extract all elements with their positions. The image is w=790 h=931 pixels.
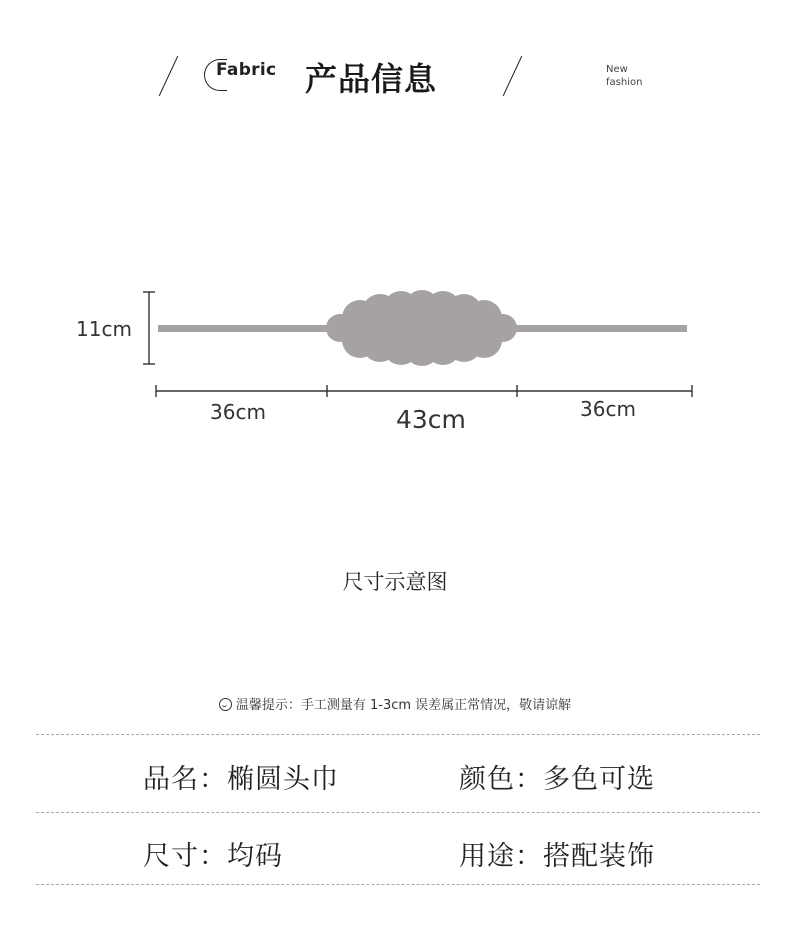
header-slash-right: [503, 56, 523, 96]
header-slash-left: [159, 56, 179, 96]
divider-middle: [36, 812, 760, 813]
diagram-caption: 尺寸示意图: [342, 570, 448, 594]
product-name: 品名：椭圆头巾: [143, 764, 339, 795]
page-title: 产品信息: [305, 60, 438, 98]
smile-icon: [219, 698, 232, 711]
new-fashion-tag: [606, 63, 642, 89]
new-fashion-line2: fashion: [606, 77, 643, 88]
tip-text: 温馨提示：手工测量有 1-3cm 误差属正常情况，敬请谅解: [235, 698, 572, 713]
divider-bottom: [36, 884, 760, 885]
product-color: 颜色：多色可选: [459, 764, 655, 795]
new-fashion-line1: New: [606, 64, 628, 75]
left-length-label: 36cm: [210, 400, 266, 424]
tip-row: [0, 694, 790, 713]
product-size: 尺寸：均码: [143, 841, 283, 872]
width-scale: [156, 385, 692, 397]
product-use: 用途：搭配装饰: [459, 841, 655, 872]
divider-top: [36, 734, 760, 735]
fabric-label: Fabric: [216, 60, 277, 80]
headscarf-shape: [158, 290, 687, 366]
height-label: 11cm: [76, 317, 132, 341]
right-length-label: 36cm: [580, 397, 636, 421]
size-diagram: [0, 280, 790, 420]
middle-length-label: 43cm: [396, 405, 466, 434]
height-bracket: [143, 292, 155, 364]
